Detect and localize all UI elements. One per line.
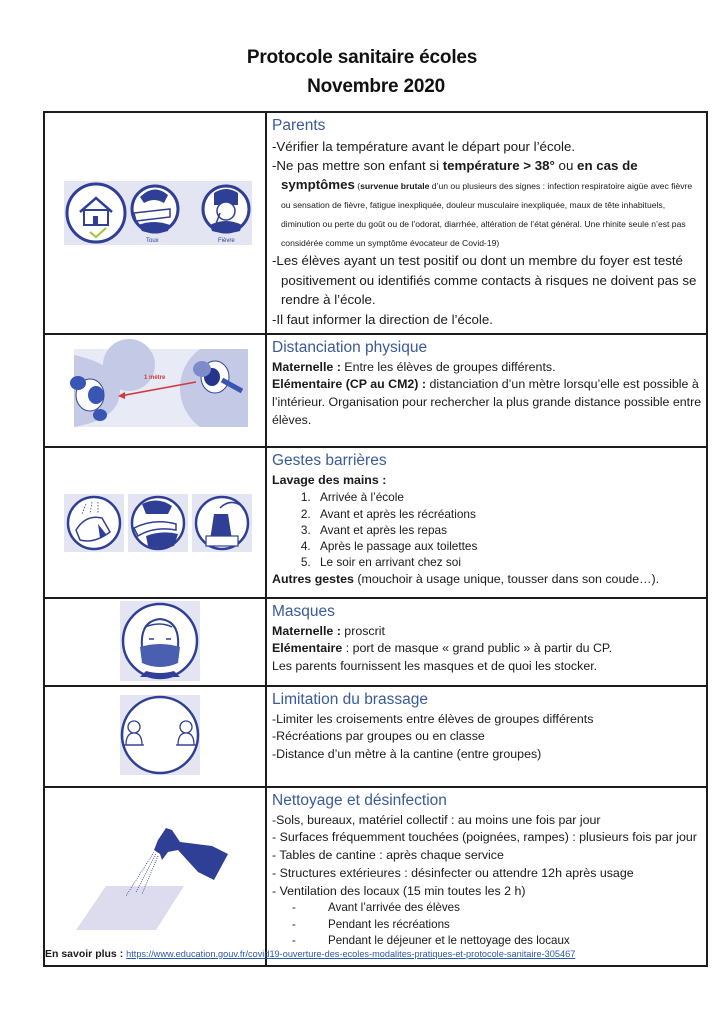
gestes-illustration: [50, 448, 260, 596]
row-nettoyage: [44, 787, 707, 966]
masques-line-3: Les parents fournissent les masques et de quoi les stocker.: [272, 659, 598, 674]
parents-illustration-cell: [44, 112, 266, 334]
footer-label: En savoir plus :: [45, 948, 124, 960]
fever-label: Fièvre: [218, 238, 235, 244]
cough-label: Toux: [146, 238, 159, 244]
separated-groups-icon: [122, 697, 198, 773]
brassage-illustration-cell: [44, 686, 266, 787]
section-heading-brassage: Limitation du brassage: [272, 690, 428, 708]
row-gestes: [44, 447, 707, 598]
handwash-icon: [64, 494, 124, 552]
fever-icon: [203, 186, 249, 233]
ventilation-list: [272, 900, 702, 949]
lavage-label: Lavage des mains :: [272, 472, 387, 487]
gestes-illustration-cell: [44, 447, 266, 598]
nettoyage-illustration: [50, 788, 260, 964]
masques-illustration-cell: [44, 598, 266, 686]
parents-line-2: -Ne pas mettre son enfant si température > 38° ou en cas de symptômes (survenue brutale d’un ou plusieurs des signes : infection respiratoire aigüe avec fièvre ou sensation de fièvre, fatigue inexpliquée, douleur musculaire inexpliquée, maux de tête inhabituels, diminution ou perte du goût ou de l’odorat, diarrhée, altération de l’état général. Une rhinite seule n’est pas considérée comme un symptôme évocateur de Covid-19): [272, 158, 693, 248]
lavage-list: [272, 489, 702, 570]
row-brassage: [44, 686, 707, 787]
autres-gestes: Autres gestes (mouchoir à usage unique, tousser dans son coude…).: [272, 571, 660, 586]
distance-elementaire: Elémentaire (CP au CM2) : distanciation d’un mètre lorsqu’elle est possible à l’intérieur. Organisation pour rechercher la plus grande distance possible entre élèves.: [272, 377, 702, 427]
masques-text-cell: [266, 598, 707, 686]
distance-text-cell: [266, 334, 707, 447]
brassage-illustration: [50, 687, 260, 785]
nettoyage-line: - Ventilation des locaux (15 min toutes les 2 h): [272, 883, 526, 898]
masques-elementaire: Elémentaire : port de masque « grand public » à partir du CP.: [272, 641, 613, 656]
brassage-line: -Récréations par groupes ou en classe: [272, 729, 485, 744]
section-heading-nettoyage: Nettoyage et désinfection: [272, 791, 447, 809]
brassage-line: -Distance d’un mètre à la cantine (entre groupes): [272, 747, 542, 762]
nettoyage-line: -Sols, bureaux, matériel collectif : au moins une fois par jour: [272, 812, 601, 827]
home-icon: [67, 184, 125, 242]
lavage-item: 4. Après le passage aux toilettes: [314, 538, 702, 554]
distance-maternelle: Maternelle : Entre les élèves de groupes différents.: [272, 359, 556, 374]
lavage-item: 3. Avant et après les repas: [314, 522, 702, 538]
distance-label: 1 mètre: [144, 374, 166, 381]
cough-icon: [132, 186, 178, 233]
distance-illustration: [50, 335, 260, 445]
parents-line-1: -Vérifier la température avant le départ pour l’école.: [272, 139, 576, 154]
section-heading-gestes: Gestes barrières: [272, 451, 387, 469]
footer-link[interactable]: https://www.education.gouv.fr/covid19-ouverture-des-ecoles-modalites-pratiques-et-protocole-sanitaire-305467: [126, 949, 576, 959]
lavage-item: 5. Le soir en arrivant chez soi: [314, 554, 702, 570]
section-heading-masques: Masques: [272, 602, 335, 620]
masques-maternelle: Maternelle : proscrit: [272, 623, 385, 638]
ventilation-item: - Pendant les récréations: [316, 917, 702, 933]
nettoyage-text-cell: [266, 787, 707, 966]
brassage-text-cell: [266, 686, 707, 787]
document-title: Protocole sanitaire écoles: [246, 47, 478, 68]
parents-text-cell: [266, 112, 707, 334]
parents-illustration: [50, 113, 260, 314]
nettoyage-line: - Tables de cantine : après chaque service: [272, 848, 504, 863]
row-masques: [44, 598, 707, 686]
nettoyage-illustration-cell: [44, 787, 266, 966]
mask-icon: [123, 604, 197, 678]
brassage-line: -Limiter les croisements entre élèves de groupes différents: [272, 711, 594, 726]
footer: [45, 948, 575, 960]
row-distanciation: [44, 334, 707, 447]
section-heading-parents: Parents: [272, 117, 326, 134]
parents-line-4: -Il faut informer la direction de l’école.: [272, 311, 493, 327]
cough-elbow-icon: [128, 494, 188, 552]
mask-illustration: [50, 599, 260, 685]
section-heading-distance: Distanciation physique: [272, 338, 428, 356]
lavage-item: 1. Arrivée à l’école: [314, 489, 702, 505]
row-parents: [44, 112, 707, 334]
ventilation-item: - Pendant le déjeuner et le nettoyage des locaux: [316, 933, 702, 949]
nettoyage-line: - Structures extérieures : désinfecter ou attendre 12h après usage: [272, 865, 634, 880]
document-subtitle: Novembre 2020: [307, 76, 445, 97]
spray-bottle-icon: [76, 828, 228, 930]
nettoyage-line: - Surfaces fréquemment touchées (poignées, rampes) : plusieurs fois par jour: [272, 830, 697, 845]
protocol-table: [43, 111, 708, 967]
gestes-text-cell: [266, 447, 707, 598]
tissue-icon: [192, 494, 252, 552]
parents-line-3: -Les élèves ayant un test positif ou dont un membre du foyer est testé positivement ou identifiés comme contacts à risques ne doivent pas se rendre à l’école.: [272, 253, 697, 307]
lavage-item: 2. Avant et après les récréations: [314, 506, 702, 522]
distance-illustration-cell: [44, 334, 266, 447]
ventilation-item: - Avant l’arrivée des élèves: [316, 900, 702, 916]
